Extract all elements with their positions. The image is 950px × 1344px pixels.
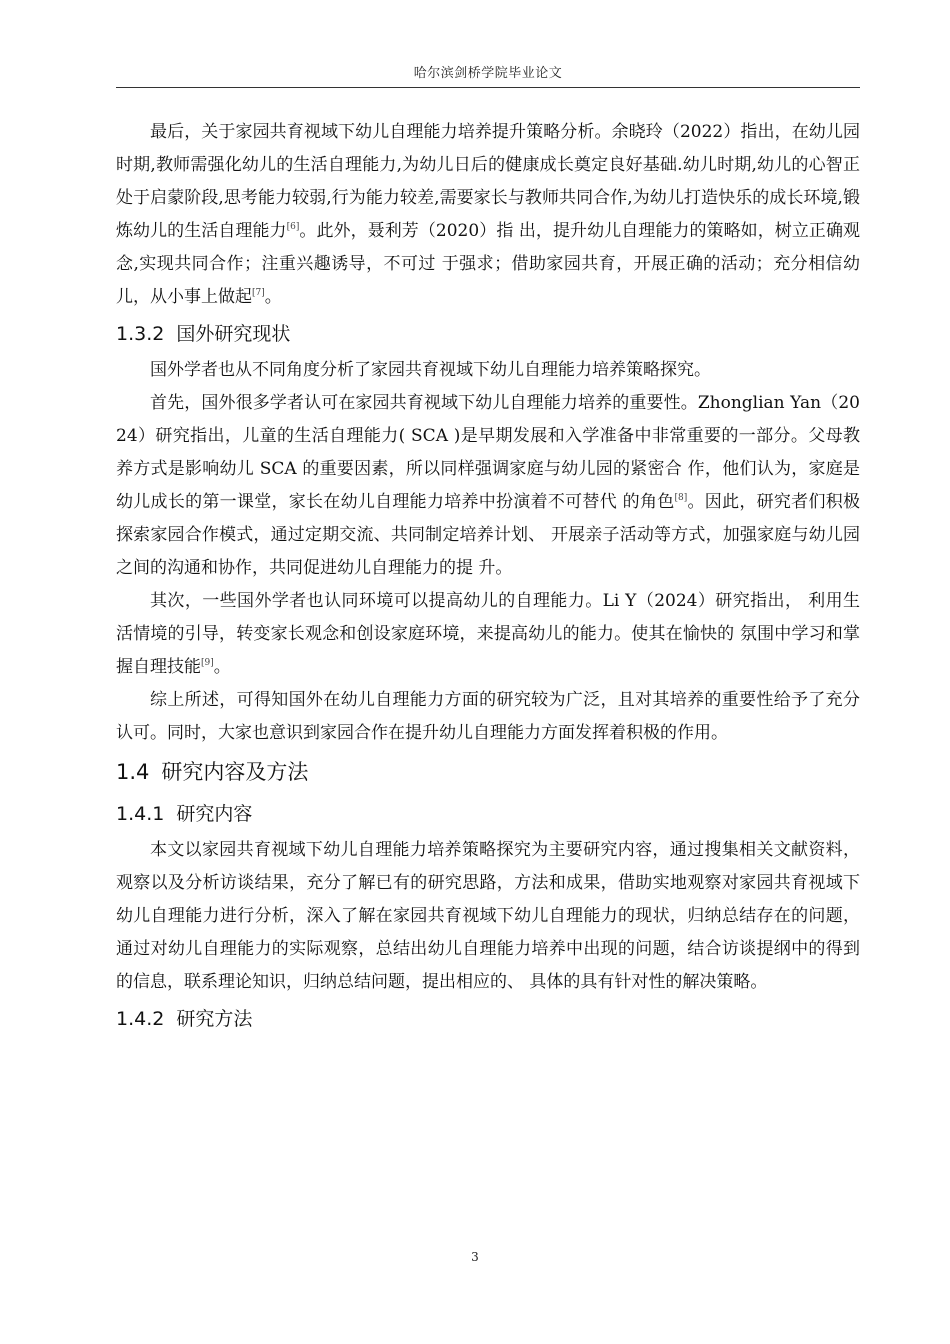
subsection-heading bbox=[116, 314, 860, 354]
subsection-heading bbox=[116, 999, 860, 1039]
paragraph-text: 本文以家园共育视域下幼儿自理能力培养策略探究为主要研究内容，通过搜集相关文献资料，观察以及分析访谈结果，充分了解已有的研究思路，方法和成果，借助实地观察对家园共育视域下幼儿自理能力进行分析，深入了解在家园共育视域下幼儿自理能力的现状，归纳总结存在的问题，通过对幼儿自理能力的实际观察，总结出幼儿自理能力培养中出现的问题，结合访谈提纲中的得到的信息，联系理论知识，归纳总结问题，提出相应的、 具体的具有针对性的解决策略。 bbox=[116, 840, 860, 992]
heading-title: 国外研究现状 bbox=[176, 323, 291, 345]
paragraph-text: 。因此，研究者们积极探索家园合作模式，通过定期交流、共同制定培养计划、 开展亲子活动等方式，加强家庭与幼儿园之间的沟通和协作，共同促进幼儿自理能力的提 升。 bbox=[116, 492, 861, 578]
body-paragraph bbox=[116, 585, 860, 684]
body-paragraph bbox=[116, 684, 860, 750]
paragraph-text: 最后，关于家园共育视域下幼儿自理能力培养提升策略分析。余晓玲（2022）指出，在幼儿园时期,教师需强化幼儿的生活自理能力,为幼儿日后的健康成长奠定良好基础.幼儿时期,幼儿的心智正处于启蒙阶段,思考能力较弱,行为能力较差,需要家长与教师共同合作,为幼儿打造快乐的成长环境,锻炼幼儿的生活自理能力 bbox=[116, 122, 860, 241]
citation-mark: [6] bbox=[286, 222, 300, 232]
paragraph-text: 。 bbox=[213, 657, 231, 677]
header-divider bbox=[116, 87, 860, 88]
section-heading bbox=[116, 750, 860, 794]
citation-mark: [9] bbox=[201, 658, 214, 668]
paragraph-text: 其次，一些国外学者也认同环境可以提高幼儿的自理能力。Li Y（2024）研究指出， 利用生活情境的引导，转变家长观念和创设家庭环境，来提高幼儿的能力。使其在愉快的 氛围中学习和掌握自理技能 bbox=[116, 591, 860, 677]
body-paragraph bbox=[116, 116, 860, 314]
running-header: 哈尔滨剑桥学院毕业论文 bbox=[413, 66, 563, 81]
paragraph-text: 国外学者也从不同角度分析了家园共育视域下幼儿自理能力培养策略探究。 bbox=[150, 360, 711, 380]
body-paragraph bbox=[116, 354, 860, 387]
citation-mark: [7] bbox=[252, 288, 265, 298]
paragraph-text: 综上所述，可得知国外在幼儿自理能力方面的研究较为广泛，且对其培养的重要性给予了充分认可。同时，大家也意识到家园合作在提升幼儿自理能力方面发挥着积极的作用。 bbox=[116, 690, 860, 743]
heading-title: 研究内容及方法 bbox=[161, 760, 309, 784]
page-body bbox=[116, 116, 860, 1039]
heading-title: 研究方法 bbox=[176, 1008, 253, 1030]
body-paragraph bbox=[116, 387, 860, 585]
subsection-heading bbox=[116, 794, 860, 834]
paragraph-text: 。 bbox=[264, 287, 282, 307]
body-paragraph bbox=[116, 834, 860, 999]
citation-mark: [8] bbox=[674, 493, 688, 503]
heading-number: 1.4.1 bbox=[116, 803, 165, 825]
heading-number: 1.4 bbox=[116, 760, 150, 784]
heading-number: 1.4.2 bbox=[116, 1008, 165, 1030]
heading-title: 研究内容 bbox=[176, 803, 253, 825]
heading-number: 1.3.2 bbox=[116, 323, 165, 345]
page-number: 3 bbox=[471, 1250, 479, 1264]
paragraph-text: 首先，国外很多学者认可在家园共育视域下幼儿自理能力培养的重要性。Zhonglian Yan（2024）研究指出，儿童的生活自理能力( SCA )是早期发展和入学准备中非常重要的一部分。父母教养方式是影响幼儿 SCA 的重要因素，所以同样强调家庭与幼儿园的紧密合 作，他们认为，家庭是幼儿成长的第一课堂，家长在幼儿自理能力培养中扮演着不可替代 的角色 bbox=[116, 393, 860, 512]
paragraph-text: 。此外，聂利芳（2020）指 出，提升幼儿自理能力的策略如，树立正确观念,实现共同合作；注重兴趣诱导，不可过 于强求；借助家园共育，开展正确的活动；充分相信幼儿，从小事上做起 bbox=[116, 221, 861, 307]
